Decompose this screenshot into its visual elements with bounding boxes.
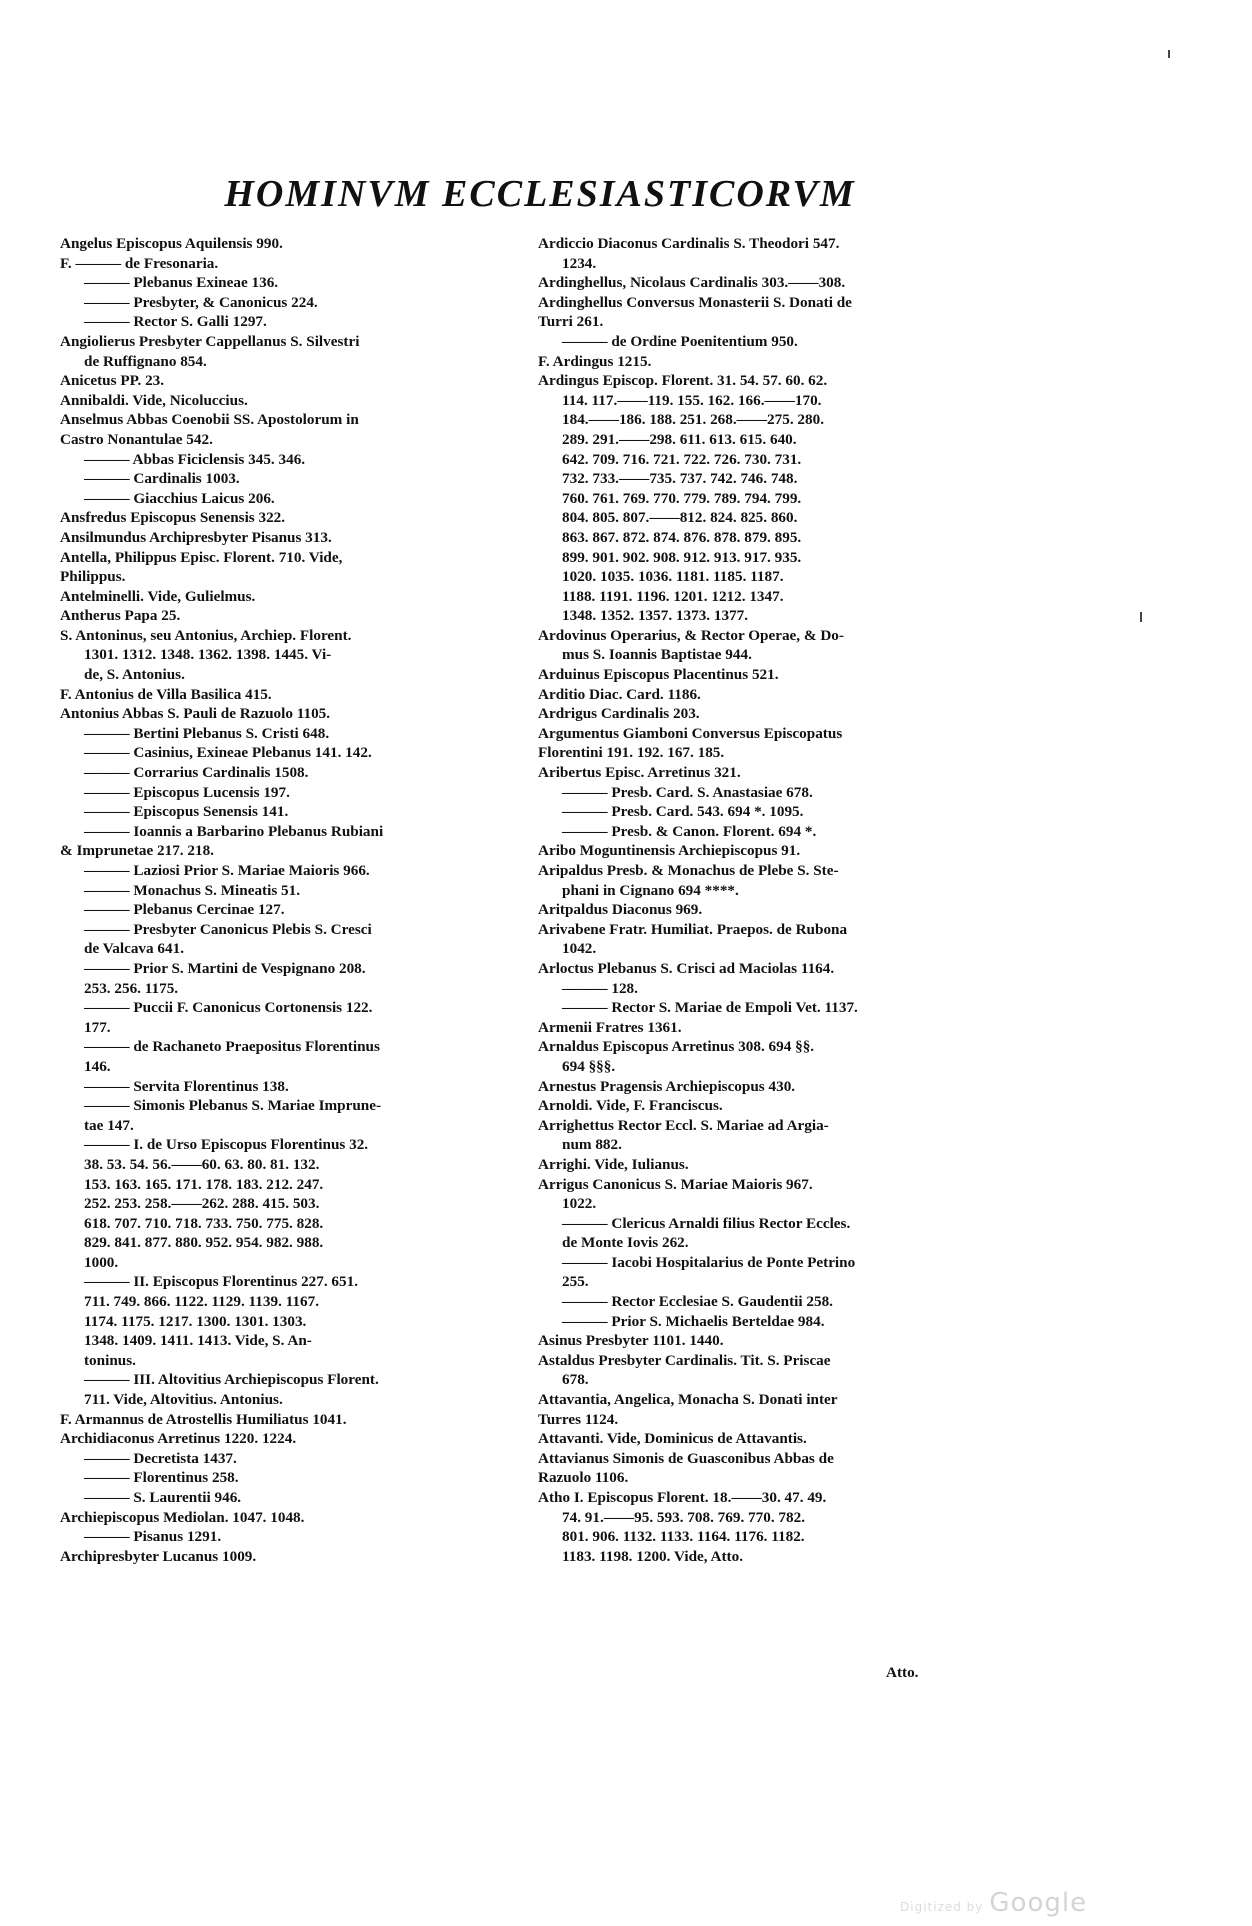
index-entry-line: Arnaldus Episcopus Arretinus 308. 694 §§. <box>538 1038 815 1056</box>
index-entry-line: ——— Presb. & Canon. Florent. 694 *. <box>562 822 817 840</box>
index-entry-line: ——— Rector S. Mariae de Empoli Vet. 1137. <box>562 999 858 1017</box>
index-entry-line: Arduinus Episcopus Placentinus 521. <box>538 666 779 684</box>
index-entry-line: ——— Bertini Plebanus S. Cristi 648. <box>84 724 330 742</box>
index-entry-line: ——— Episcopus Senensis 141. <box>84 803 289 821</box>
index-entry-line: 678. <box>562 1371 589 1389</box>
index-entry-line: ——— Prior S. Martini de Vespignano 208. <box>84 959 366 977</box>
index-entry-line: Antherus Papa 25. <box>60 607 181 625</box>
index-entry-line: Ardinghellus, Nicolaus Cardinalis 303.——308. <box>538 274 846 292</box>
index-entry-line: ——— Servita Florentinus 138. <box>84 1077 289 1095</box>
index-entry-line: Angiolierus Presbyter Cappellanus S. Silvestri <box>60 332 360 350</box>
index-entry-line: Ardinghellus Conversus Monasterii S. Donati de <box>538 293 852 311</box>
page-title: HOMINVM ECCLESIASTICORVM <box>224 173 856 215</box>
index-entry-line: ——— Presb. Card. S. Anastasiae 678. <box>562 783 813 801</box>
index-entry-line: Florentini 191. 192. 167. 185. <box>538 744 725 762</box>
index-entry-line: 255. <box>562 1273 589 1291</box>
index-entry-line: ——— de Ordine Poenitentium 950. <box>562 332 798 350</box>
index-entry-line: 289. 291.——298. 611. 613. 615. 640. <box>562 430 797 448</box>
index-entry-line: de Ruffignano 854. <box>84 352 207 370</box>
index-entry-line: 642. 709. 716. 721. 722. 726. 730. 731. <box>562 450 802 468</box>
index-entry-line: F. Ardingus 1215. <box>538 352 652 370</box>
index-entry-line: 184.——186. 188. 251. 268.——275. 280. <box>562 411 824 429</box>
index-entry-line: S. Antoninus, seu Antonius, Archiep. Florent. <box>60 626 352 644</box>
index-entry-line: 829. 841. 877. 880. 952. 954. 982. 988. <box>84 1234 324 1252</box>
index-entry-line: Antella, Philippus Episc. Florent. 710. Vide, <box>60 548 343 566</box>
index-entry-line: 252. 253. 258.——262. 288. 415. 503. <box>84 1195 320 1213</box>
index-entry-line: Attavianus Simonis de Guasconibus Abbas de <box>538 1449 834 1467</box>
index-entry-line: ——— Laziosi Prior S. Mariae Maioris 966. <box>84 862 370 879</box>
index-entry-line: Attavanti. Vide, Dominicus de Attavantis. <box>538 1430 807 1448</box>
index-entry-line: Anicetus PP. 23. <box>60 372 165 390</box>
index-entry-line: ——— III. Altovitius Archiepiscopus Florent. <box>84 1371 379 1389</box>
index-entry-line: ——— de Rachaneto Praepositus Florentinus <box>84 1038 380 1056</box>
index-entry-line: ——— Puccii F. Canonicus Cortonensis 122. <box>84 999 373 1017</box>
index-entry-line: 1042. <box>562 940 597 958</box>
index-entry-line: ——— Prior S. Michaelis Berteldae 984. <box>562 1312 825 1330</box>
index-entry-line: Arnoldi. Vide, F. Franciscus. <box>538 1097 723 1115</box>
index-entry-line: 694 §§§. <box>562 1057 616 1075</box>
index-entry-line: 1348. 1409. 1411. 1413. Vide, S. An- <box>84 1332 312 1350</box>
index-entry-line: Archidiaconus Arretinus 1220. 1224. <box>60 1430 297 1448</box>
index-entry-line: Turri 261. <box>538 313 604 331</box>
index-entry-line: 711. Vide, Altovitius. Antonius. <box>84 1391 283 1409</box>
index-entry-line: toninus. <box>84 1351 136 1369</box>
index-entry-line: 153. 163. 165. 171. 178. 183. 212. 247. <box>84 1175 324 1193</box>
index-entry-line: 711. 749. 866. 1122. 1129. 1139. 1167. <box>84 1293 320 1311</box>
page-mark <box>1168 50 1170 58</box>
watermark-prefix: Digitized by <box>900 1900 984 1914</box>
index-entry-line: ——— Cardinalis 1003. <box>84 470 240 488</box>
index-entry-line: ——— Casinius, Exineae Plebanus 141. 142. <box>84 744 372 762</box>
index-entry-line: F. ——— de Fresonaria. <box>60 254 219 272</box>
index-entry-line: ——— Presbyter, & Canonicus 224. <box>84 293 318 311</box>
index-entry-line: Arloctus Plebanus S. Crisci ad Maciolas 1164. <box>538 959 835 977</box>
index-entry-line: Turres 1124. <box>538 1410 619 1428</box>
index-entry-line: Arrigus Canonicus S. Mariae Maioris 967. <box>538 1175 813 1193</box>
index-entry-line: Archiepiscopus Mediolan. 1047. 1048. <box>60 1508 305 1526</box>
index-entry-line: ——— Presb. Card. 543. 694 *. 1095. <box>562 803 804 821</box>
index-entry-line: Razuolo 1106. <box>538 1469 629 1487</box>
index-entry-line: ——— II. Episcopus Florentinus 227. 651. <box>84 1273 358 1291</box>
index-entry-line: & Imprunetae 217. 218. <box>60 842 214 860</box>
index-entry-line: Antonius Abbas S. Pauli de Razuolo 1105. <box>60 705 331 723</box>
index-entry-line: Atho I. Episcopus Florent. 18.——30. 47. 49. <box>538 1489 827 1506</box>
index-entry-line: Arrighi. Vide, Iulianus. <box>538 1155 689 1173</box>
index-entry-line: 732. 733.——735. 737. 742. 746. 748. <box>562 470 798 488</box>
index-entry-line: Ardrigus Cardinalis 203. <box>538 705 700 723</box>
index-entry-line: ——— Rector Ecclesiae S. Gaudentii 258. <box>562 1293 833 1311</box>
index-entry-line: Aritpaldus Diaconus 969. <box>538 901 703 919</box>
index-entry-line: 1348. 1352. 1357. 1373. 1377. <box>562 607 749 625</box>
index-entry-line: 74. 91.——95. 593. 708. 769. 770. 782. <box>562 1508 805 1526</box>
index-entry-line: F. Antonius de Villa Basilica 415. <box>60 685 272 703</box>
index-entry-line: de Monte Iovis 262. <box>562 1234 689 1252</box>
index-entry-line: phani in Cignano 694 ****. <box>562 881 739 899</box>
index-entry-line: Aribertus Episc. Arretinus 321. <box>538 764 741 782</box>
index-entry-line: Angelus Episcopus Aquilensis 990. <box>60 235 283 252</box>
index-entry-line: Arivabene Fratr. Humiliat. Praepos. de Rubona <box>538 920 848 938</box>
index-column-right <box>538 234 1008 1566</box>
index-entry-line: Archipresbyter Lucanus 1009. <box>60 1547 257 1565</box>
index-entry-line: 1301. 1312. 1348. 1362. 1398. 1445. Vi- <box>84 646 332 664</box>
index-entry-line: Arrighettus Rector Eccl. S. Mariae ad Argia- <box>538 1116 829 1134</box>
index-entry-line: 177. <box>84 1018 111 1036</box>
index-entry-line: 38. 53. 54. 56.——60. 63. 80. 81. 132. <box>84 1155 320 1173</box>
index-entry-line: ——— Rector S. Galli 1297. <box>84 313 267 331</box>
index-entry-line: 899. 901. 902. 908. 912. 913. 917. 935. <box>562 548 802 566</box>
index-entry-line: ——— I. de Urso Episcopus Florentinus 32. <box>84 1136 369 1154</box>
index-entry-line: mus S. Ioannis Baptistae 944. <box>562 646 752 664</box>
index-entry-line: Annibaldi. Vide, Nicoluccius. <box>60 391 248 409</box>
index-entry-line: Ardovinus Operarius, & Rector Operae, & Do- <box>538 626 844 644</box>
index-entry-line: ——— Simonis Plebanus S. Mariae Imprune- <box>84 1097 382 1115</box>
index-entry-line: ——— S. Laurentii 946. <box>84 1489 242 1506</box>
index-entry-line: ——— Corrarius Cardinalis 1508. <box>84 764 309 782</box>
index-entry-line: 1022. <box>562 1195 597 1213</box>
index-entry-line: ——— Giacchius Laicus 206. <box>84 489 275 507</box>
index-entry-line: ——— Florentinus 258. <box>84 1469 239 1487</box>
index-entry-line: 1020. 1035. 1036. 1181. 1185. 1187. <box>562 568 784 586</box>
index-entry-line: ——— Iacobi Hospitalarius de Ponte Petrino <box>562 1253 856 1271</box>
index-entry-line: Anselmus Abbas Coenobii SS. Apostolorum in <box>60 411 359 429</box>
index-entry-line: 804. 805. 807.——812. 824. 825. 860. <box>562 509 798 527</box>
index-entry-line: num 882. <box>562 1136 622 1154</box>
index-entry-line: ——— Plebanus Cercinae 127. <box>84 901 285 919</box>
index-column-left <box>60 234 540 1566</box>
index-entry-line: Argumentus Giamboni Conversus Episcopatus <box>538 724 843 742</box>
index-entry-line: ——— Decretista 1437. <box>84 1449 237 1467</box>
index-entry-line: ——— Clericus Arnaldi filius Rector Eccles. <box>562 1214 851 1232</box>
index-entry-line: 1188. 1191. 1196. 1201. 1212. 1347. <box>562 587 784 605</box>
watermark-brand: Google <box>989 1888 1088 1918</box>
index-entry-line: Ardingus Episcop. Florent. 31. 54. 57. 60. 62. <box>538 372 828 390</box>
index-entry-line: ——— Abbas Ficiclensis 345. 346. <box>84 450 306 468</box>
index-entry-line: ——— Plebanus Exineae 136. <box>84 274 279 292</box>
index-entry-line: ——— Episcopus Lucensis 197. <box>84 783 290 801</box>
index-entry-line: 618. 707. 710. 718. 733. 750. 775. 828. <box>84 1214 324 1232</box>
index-entry-line: Astaldus Presbyter Cardinalis. Tit. S. Priscae <box>538 1351 831 1369</box>
index-entry-line: Aripaldus Presb. & Monachus de Plebe S. Ste- <box>538 862 839 879</box>
index-entry-line: Armenii Fratres 1361. <box>538 1018 682 1036</box>
catchword: Atto. <box>886 1664 919 1681</box>
index-entry-line: 146. <box>84 1057 111 1075</box>
index-entry-line: 863. 867. 872. 874. 876. 878. 879. 895. <box>562 528 802 546</box>
index-entry-line: ——— Ioannis a Barbarino Plebanus Rubiani <box>84 822 384 840</box>
index-entry-line: F. Armannus de Atrostellis Humiliatus 1041. <box>60 1410 347 1428</box>
index-entry-line: ——— Monachus S. Mineatis 51. <box>84 881 301 899</box>
digitized-watermark <box>900 1888 1087 1918</box>
index-entry-line: ——— Pisanus 1291. <box>84 1528 222 1546</box>
page-mark <box>1140 612 1142 622</box>
index-entry-line: de, S. Antonius. <box>84 666 185 684</box>
index-entry-line: Arnestus Pragensis Archiepiscopus 430. <box>538 1077 796 1095</box>
index-entry-line: Attavantia, Angelica, Monacha S. Donati inter <box>538 1391 838 1409</box>
index-entry-line: Ardiccio Diaconus Cardinalis S. Theodori 547. <box>538 235 840 252</box>
index-entry-line: 1000. <box>84 1253 119 1271</box>
index-entry-line: 1183. 1198. 1200. Vide, Atto. <box>562 1547 743 1565</box>
index-entry-line: ——— Presbyter Canonicus Plebis S. Cresci <box>84 920 372 938</box>
index-entry-line: ——— 128. <box>562 979 638 997</box>
index-entry-line: Ansilmundus Archipresbyter Pisanus 313. <box>60 528 332 546</box>
index-entry-line: 1174. 1175. 1217. 1300. 1301. 1303. <box>84 1312 307 1330</box>
index-entry-line: 760. 761. 769. 770. 779. 789. 794. 799. <box>562 489 802 507</box>
index-entry-line: Aribo Moguntinensis Archiepiscopus 91. <box>538 842 801 860</box>
index-entry-line: 1234. <box>562 254 597 272</box>
index-entry-line: Castro Nonantulae 542. <box>60 430 213 448</box>
index-entry-line: 253. 256. 1175. <box>84 979 179 997</box>
index-entry-line: 801. 906. 1132. 1133. 1164. 1176. 1182. <box>562 1528 805 1546</box>
index-entry-line: tae 147. <box>84 1116 134 1134</box>
index-entry-line: de Valcava 641. <box>84 940 184 958</box>
index-entry-line: Philippus. <box>60 568 126 586</box>
index-entry-line: 114. 117.——119. 155. 162. 166.——170. <box>562 391 822 409</box>
index-entry-line: Antelminelli. Vide, Gulielmus. <box>60 587 256 605</box>
index-entry-line: Asinus Presbyter 1101. 1440. <box>538 1332 724 1350</box>
index-entry-line: Arditio Diac. Card. 1186. <box>538 685 701 703</box>
index-entry-line: Ansfredus Episcopus Senensis 322. <box>60 509 286 527</box>
